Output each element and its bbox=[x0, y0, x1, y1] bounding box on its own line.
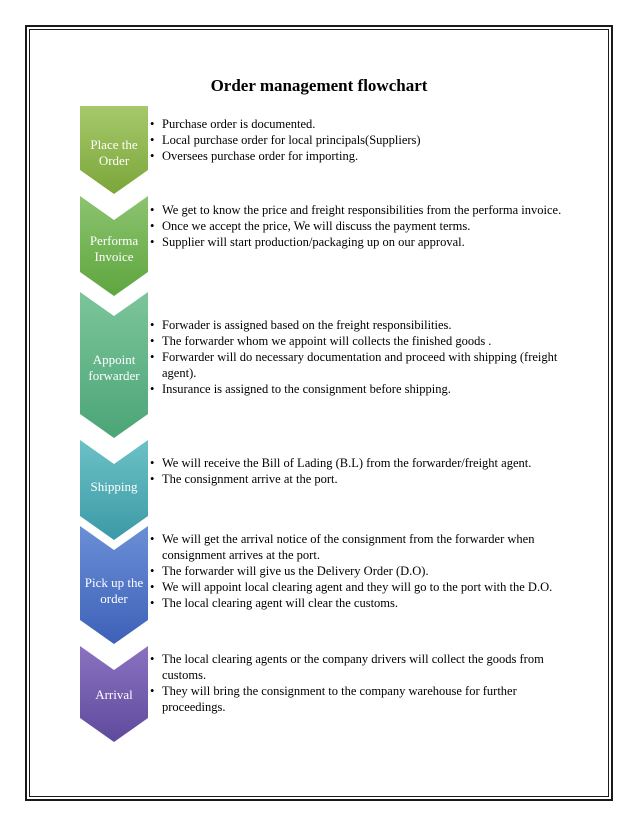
bullet-dot-icon: • bbox=[150, 334, 155, 348]
bullet-item bbox=[150, 381, 570, 397]
bullet-dot-icon: • bbox=[150, 318, 155, 332]
bullet-text: We will receive the Bill of Lading (B.L) from the forwarder/freight agent. bbox=[162, 456, 532, 470]
bullet-item bbox=[150, 333, 570, 349]
bullet-text: They will bring the consignment to the company warehouse for further proceedings. bbox=[162, 684, 517, 714]
step-bullet-list-5 bbox=[150, 531, 570, 611]
bullet-item bbox=[150, 651, 570, 683]
bullet-text: The local clearing agents or the company drivers will collect the goods from customs. bbox=[162, 652, 544, 682]
bullet-text: Insurance is assigned to the consignment before shipping. bbox=[162, 382, 451, 396]
step-bullet-list-2 bbox=[150, 202, 570, 250]
bullet-dot-icon: • bbox=[150, 564, 155, 578]
bullet-text: Forwader is assigned based on the freight responsibilities. bbox=[162, 318, 452, 332]
bullet-dot-icon: • bbox=[150, 684, 155, 698]
bullet-item bbox=[150, 202, 570, 218]
bullet-item bbox=[150, 317, 570, 333]
step-label-2: Performa Invoice bbox=[89, 233, 139, 264]
bullet-text: The consignment arrive at the port. bbox=[162, 472, 338, 486]
step-label-4: Shipping bbox=[90, 479, 138, 494]
bullet-text: We will appoint local clearing agent and they will go to the port with the D.O. bbox=[162, 580, 553, 594]
bullet-item bbox=[150, 683, 570, 715]
bullet-text: Once we accept the price, We will discuss the payment terms. bbox=[162, 219, 471, 233]
bullet-text: Supplier will start production/packaging up on our approval. bbox=[162, 235, 465, 249]
step-bullet-list-4 bbox=[150, 455, 570, 487]
bullet-text: We will get the arrival notice of the consignment from the forwarder when consignment arrives at the port. bbox=[162, 532, 535, 562]
bullet-dot-icon: • bbox=[150, 117, 155, 131]
bullet-dot-icon: • bbox=[150, 580, 155, 594]
bullet-dot-icon: • bbox=[150, 149, 155, 163]
bullet-dot-icon: • bbox=[150, 472, 155, 486]
bullet-text: The forwarder will give us the Delivery Order (D.O). bbox=[162, 564, 429, 578]
bullet-text: Oversees purchase order for importing. bbox=[162, 149, 359, 163]
bullet-item bbox=[150, 579, 570, 595]
step-bullet-list-6 bbox=[150, 651, 570, 715]
bullet-dot-icon: • bbox=[150, 596, 155, 610]
flowchart-title: Order management flowchart bbox=[210, 76, 428, 95]
bullet-text: Forwarder will do necessary documentation and proceed with shipping (freight agent). bbox=[162, 350, 558, 380]
bullet-item bbox=[150, 455, 570, 471]
bullet-dot-icon: • bbox=[150, 219, 155, 233]
bullet-item bbox=[150, 595, 570, 611]
bullet-dot-icon: • bbox=[150, 350, 155, 364]
bullet-dot-icon: • bbox=[150, 532, 155, 546]
step-label-3: Appoint forwarder bbox=[88, 352, 140, 383]
step-bullet-list-3 bbox=[150, 317, 570, 397]
bullet-item bbox=[150, 148, 570, 164]
bullet-item bbox=[150, 132, 570, 148]
bullet-dot-icon: • bbox=[150, 133, 155, 147]
step-label-1: Place the Order bbox=[90, 137, 138, 168]
step-bullet-list-1 bbox=[150, 116, 570, 164]
bullet-dot-icon: • bbox=[150, 382, 155, 396]
bullet-item bbox=[150, 349, 570, 381]
step-label-6: Arrival bbox=[95, 687, 133, 702]
bullet-text: The local clearing agent will clear the customs. bbox=[162, 596, 399, 610]
bullet-dot-icon: • bbox=[150, 652, 155, 666]
bullet-text: Purchase order is documented. bbox=[162, 117, 316, 131]
bullet-item bbox=[150, 218, 570, 234]
bullet-text: We get to know the price and freight responsibilities from the performa invoice. bbox=[162, 203, 562, 217]
bullet-text: The forwarder whom we appoint will collects the finished goods . bbox=[162, 334, 492, 348]
bullet-dot-icon: • bbox=[150, 235, 155, 249]
bullet-item bbox=[150, 563, 570, 579]
bullet-text: Local purchase order for local principals(Suppliers) bbox=[162, 133, 421, 147]
step-label-5: Pick up the order bbox=[84, 575, 144, 606]
bullet-dot-icon: • bbox=[150, 456, 155, 470]
bullet-item bbox=[150, 234, 570, 250]
bullet-item bbox=[150, 116, 570, 132]
bullet-dot-icon: • bbox=[150, 203, 155, 217]
bullet-item bbox=[150, 471, 570, 487]
bullet-item bbox=[150, 531, 570, 563]
